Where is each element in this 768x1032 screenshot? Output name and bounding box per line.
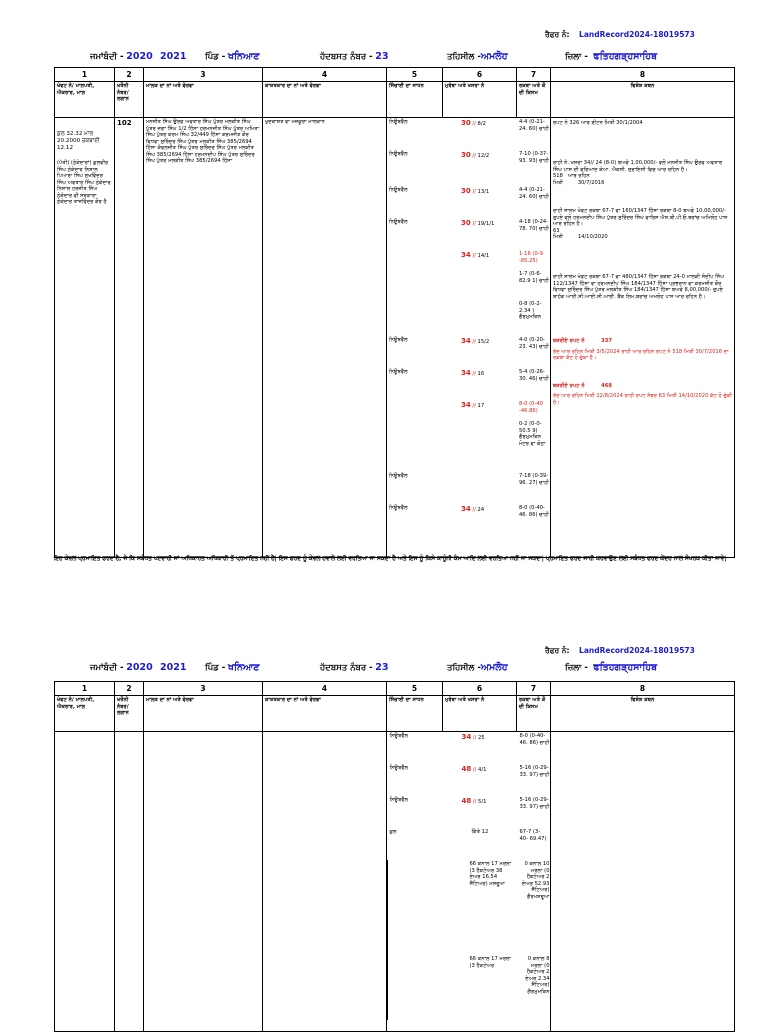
- khasra-cell: 34 // 14/1: [461, 251, 490, 260]
- hadbast-number: 23: [375, 51, 389, 62]
- page1-header: [90, 51, 153, 62]
- khasra-cell: 34 // 16: [461, 369, 485, 378]
- area-cell: 0-2 (0-0-50.5 9) ਗੈਰਮੁਮਕਿਨ ਮੋਟਰ ਵਾ ਕੋਠਾ: [519, 421, 546, 447]
- irrigation-cell: ਨਿਊਬਵੈੱਲ: [389, 369, 408, 376]
- khewat-info: ਕੁਲ 32.32 ਮਾਲ 20.2000 ਰਕਬਾਈ 12.12: [57, 131, 100, 152]
- district-label: ਜ਼ਿਲਾ -: [565, 52, 588, 62]
- disclaimer: ਇਹ ਕੇਵਲ ਪ੍ਰਮਾਣਿਤ ਫਰਦ ਹੈ, ਜੇ ਕਿ ਸਬੰਧਤ ਪਟਵਾਰੀ ਜਾਂ ਅਧਿਕਾਰਤ ਅਧਿਕਾਰੀ ਤੋਂ ਪ੍ਰਮਾਣਿਤ ਨਹੀਂ ਹੈ| ਇਸ ਫਰਦ ਨੂੰ ਕੇਵਲ ਹਵਾਲੇ ਲਈ ਵਰਤਿਆ ਜਾ ਸਕਦਾ ਹੈ ਅਤੇ ਇਸ ਨੂੰ ਕਿਸੇ ਕਾਨੂੰਨੀ ਕੰਮ ਆਦਿ ਲਈ ਵਰਤਿਆ ਨਹੀਂ ਜਾ ਸਕਦਾ| ਪ੍ਰਮਾਣਿਤ ਫਰਦ ਜਾਰੀ ਕਰਵਾਉਣ ਲਈ ਸਬੰਧਤ ਫਰਦ ਕੇਂਦਰ ਨਾਲ ਸੰਪਰਕ ਕੀਤਾ ਜਾਵੇ|: [54, 556, 727, 562]
- cancel-note-2: ਰੱਦ ਆਰ ਰਹਿਨ ਮਿਤੀ 22/8/2024 ਰਾਹੀ ਰਪਟ ਨੰਬਰ 63 ਮਿਤੀ 14/10/2020 ਕੱਟ ਹੋ ਚੁੱਕੀ ਹੈ।: [553, 393, 732, 406]
- table-row: [388, 764, 551, 796]
- khasra-cell: 34 // 17: [461, 401, 485, 410]
- table-row: [387, 504, 551, 538]
- table-row: [388, 828, 551, 860]
- irrigation-cell: ਨਿਊਬਵੈੱਲ: [389, 151, 408, 158]
- area-cell: 5-16 (0-29-33. 97) ਚਾਹੀ: [519, 797, 550, 810]
- khasra-cell: 30 // 13/1: [461, 187, 490, 196]
- irrigation-cell: ਨਿਊਬਵੈੱਲ: [389, 187, 408, 194]
- irrigation-cell: ਨਿਊਬਵੈੱਲ: [389, 765, 409, 772]
- khatoni-number: 102: [117, 119, 132, 128]
- area-cell: 4-0 (0-20-23. 43) ਚਾਹੀ: [519, 337, 549, 350]
- khasra-cell: 30 // 8/2: [461, 119, 486, 128]
- village-label: ਪਿੰਡ -: [205, 52, 226, 62]
- khasra-cell: 30 // 12/2: [461, 151, 490, 160]
- irrigation-cell: [387, 250, 443, 270]
- table-row: [387, 400, 551, 420]
- khasra-subtable-2: [387, 732, 551, 1020]
- irrigation-cell: [387, 300, 443, 336]
- table-row: [387, 250, 551, 270]
- remark-1: ਰਪਟ ਨੰ 326 ਆਰ ਰੀਟਨ ਮਿਤੀ 30/1/2004: [553, 120, 643, 127]
- irrigation-cell: [387, 270, 443, 300]
- owner-details: ਮਨਜੀਤ ਸਿੰਘ ਉਰਫ ਅਵਤਾਰ ਸਿੰਘ ਪੁੱਤਰ ਮਲਕੀਤ ਸਿੰਘ ਪੁੱਤਰ ਜਗਾ ਸਿੰਘ 1/2 ਹਿੱਸਾ ਹਰਮਨਜੀਤ ਸਿੰਘ ਪੁੱਤਰ ਅਮਿਤਾ ਸਿੰਘ ਪੁੱਤਰ ਕਰਮ ਸਿੰਘ 32/449 ਹਿੱਸਾ ਕਰਮਜੀਤ ਕੌਰ ਵਿਧਵਾ ਸੁਰਿੰਦਰ ਸਿੰਘ ਪੁੱਤਰ ਮਲਕੀਤ ਸਿੰਘ 385/2694 ਹਿੱਸਾ ਕੰਵਲਜੀਤ ਸਿੰਘ ਪੁੱਤਰ ਸੁਰਿੰਦਰ ਸਿੰਘ ਪੁੱਤਰ ਮਲਕੀਤ ਸਿੰਘ 385/2694 ਹਿੱਸਾ ਹਰਮਨਦੀਪ ਸਿੰਘ ਪੁੱਤਰ ਸੁਰਿੰਦਰ ਸਿੰਘ ਪੁੱਤਰ ਮਲਕੀਤ ਸਿੰਘ 385/2694 ਹਿੱਸਾ: [144, 118, 263, 558]
- column-numbers-row: 1 2 3 4 5 6 7 8: [55, 68, 735, 82]
- tehsil-name: ਅਮਲੋਹ: [480, 51, 508, 62]
- irrigation-cell: ਨਿਊਬਵੈੱਲ: [389, 219, 408, 226]
- khasra-cell: 48 // 4/1: [461, 765, 487, 774]
- khasra-cell: 48 // 5/1: [461, 797, 487, 806]
- irrigation-cell: ਨਿਊਬਵੈੱਲ: [389, 337, 408, 344]
- area-cell: 7-18 (0-39-96. 27) ਚਾਹੀ: [519, 473, 549, 486]
- summary-row: 66 ਕਨਾਲ 17 ਮਰਲਾ (3 ਹੈਕਟੇਅਰ 38 ਏਅਰ 16.54 ਸੈਂਟਿਅਰ) ਮਸ਼ਰੂਆ 0 ਕਨਾਲ 10 ਮਰਲਾ (0 ਹੈਕਟੇਅਰ 2 ਏਅਰ 52.93 ਸੈਂਟਿਅਰ) ਗੈਰਮਸ਼ਰੂਆ: [388, 860, 551, 955]
- area-cell: 4-4 (0-21-24. 60) ਚਾਹੀ: [519, 119, 549, 132]
- area-cell: 67-7 (3- 40- 69.47): [519, 829, 547, 842]
- district-name: ਫਤਿਹਗੜ੍ਹਸਾਹਿਬ: [593, 51, 658, 62]
- reference-number: ਰੈਫਰ ਨੰ: LandRecord2024-18019573: [545, 30, 695, 39]
- jamabandi-table-page2: 1 2 3 4 5 6 7 8 ਖੇਵਟ ਨੰ/ ਮਾਲਪਤੀ, ਐਕਰਾਰ, ਮਾਲ ਖਤੌਨੀ ਨੰਬਰ/ ਲਗਾਨ ਮਾਲਕ ਦਾ ਨਾਂ ਅਤੇ ਵੇਰਵਾ ਕਾਸ਼ਤਕਾਰ ਦਾ ਨਾਂ ਅਤੇ ਵੇਰਵਾ ਸਿੰਚਾਈ ਦਾ ਸਾਧਨ ਮੁਰੱਬਾ ਅਤੇ ਖਸਰਾ ਨੰ ਰਕਬਾ ਅਤੇ ਕੌ ਦੀ ਕਿਸਮ ਵਿਸ਼ੇਸ਼ ਕਥਨ ਨਿਊਬਵੈੱਲ 34 // 25 8-0 (0-40-46. 86) ਚਾਹੀ ਨਿਊਬਵੈੱਲ 48 // 4/1 5-16 (0-29-33. 97) ਚਾਹੀ ਨਿਊਬਵੈੱਲ 48 // 5/1 5-16 (0-29-33. 97) ਚਾਹੀ ਕੁਲ ਕਿੱਤੇ 12 67-7 (3- 40- 69.47) 66 ਕਨਾਲ 17 ਮਰਲਾ (3 ਹੈਕਟੇਅਰ 38 ਏਅਰ 16.54 ਸੈਂਟਿਅਰ) ਮਸ਼ਰੂਆ 0 ਕਨਾਲ 10 ਮਰਲਾ (0 ਹੈਕਟੇਅਰ 2 ਏਅਰ 52.93 ਸੈਂਟਿਅਰ) ਗੈਰਮਸ਼ਰੂਆ 66 ਕਨਾਲ 17 ਮਰਲਾ (3 ਹੈਕਟੇਅਰ 0 ਕਨਾਲ 8 ਮਰਲਾ (0 ਹੈਕਟੇਅਰ 2 ਏਅਰ 2.34 ਸੈਂਟਿਅਰ) ਗੈਰਮੁਮਕਿਨ: [54, 681, 735, 1032]
- remark-2: ਰਾਹੀ ਨੰ. ਖਸਰਾ 34// 24 (8-0) ਬਅਵੇ 1,00,000/- ਵਲੋਂ ਮਨਜੀਤ ਸਿੰਘ ਉਰਫ ਅਵਤਾਰ ਸਿੰਘ ਪਾਸ ਦੀ ਫਰਿਆਦ ਕੇਆ. ਐਕਸੀ. ਸੁਰਾਇਸੀ ਵਿਚ ਆਰ ਰਹਿਨ ਹੈ। 518 ਆਰ ਰਹਿਨ ਮਿਤੀ 30/7/2016: [553, 160, 723, 186]
- khasra-cell: 30 // 19/1/1: [461, 219, 495, 228]
- khasra-subtable: [387, 118, 551, 538]
- remark-4: ਰਾਹੀ ਸਾਲਮ ਖੇਵਟ ਰਕਬਾ 67-7 ਵਾ 480/1347 ਹਿੱਸਾ ਰਕਬਾ 24-0 ਮਾਲਕੀ ਸੰਦੀਪ ਸਿੰਘ 112/1347 ਹਿੱਸਾ ਵਾ ਹਰਮਨਦੀਪ ਸਿੰਘ 184/1347 ਹਿੱਸਾ ਪ੍ਰਭਰਾਨ ਵਾ ਕਰਮਜੀਤ ਕੌਰ ਵਿਧਵਾ ਸੁਰਿੰਦਰ ਸਿੰਘ ਪੁੱਤਰ ਮਲਕੀਤ ਸਿੰਘ 184/1347 ਹਿੱਸਾ ਬਅਵੇ 8,00,000/- ਰੁਪਏ ਬਾਹੱਕ ਆਈ.ਸੀ.ਆਈ.ਸੀ.ਆਈ. ਬੈਂਕ ਲਿਮ,ਬਰਾਂਚ ਅਮਲੋਹ ਪਾਸ ਆਰ ਰਹਿਨ ਹੈ।: [553, 274, 725, 300]
- irrigation-cell: ਨਿਊਬਵੈੱਲ: [389, 473, 408, 480]
- irrigation-cell: ਨਿਊਬਵੈੱਲ: [389, 797, 409, 804]
- irrigation-cell: ਨਿਊਬਵੈੱਲ: [389, 505, 408, 512]
- area-cell: 5-16 (0-29-33. 97) ਚਾਹੀ: [519, 765, 550, 778]
- table-row: [387, 118, 551, 150]
- khasra-cell: 34 // 24: [461, 505, 485, 514]
- cultivator-details: ਖੁਦਕਾਸ਼ਤ ਵਾ ਮਜ਼ਕੂਰਾ ਮਾਲਕਾਨ: [263, 118, 387, 558]
- irrigation-cell: [387, 420, 443, 472]
- table-row: [387, 150, 551, 186]
- khasra-cell: [443, 300, 517, 336]
- area-cell: 0-8 (0-2-2.34 ) ਗੈਰਮੁਮਕਿਨ: [519, 301, 542, 321]
- year-from: 2020: [126, 51, 153, 62]
- khasra-cell: ਕਿੱਤੇ 12: [471, 829, 489, 836]
- table-row: [388, 732, 551, 764]
- jamabandi-table-page1: [54, 67, 735, 558]
- area-cell: 4-18 (0-24-78. 70) ਚਾਹੀ: [519, 219, 549, 232]
- area-cell: 8-0 (0-40-46. 86) ਚਾਹੀ: [519, 505, 549, 518]
- bade-rapat-1: ਬਜ਼ਰੀਏ ਰਪਟ ਨੰ 337: [553, 338, 612, 345]
- remark-3: ਰਾਹੀ ਸਾਲਮ ਖੇਵਟ ਰਕਬਾ 67-7 ਵਾ 160/1347 ਹਿੱਸਾ ਰਕਬਾ 8-0 ਬਅਵੇ 10,00,000/- ਰੁਪਏ ਵਲੋ ਹਰਮਨਦੀਪ ਸਿੰਘ ਪੁੱਤਰ ਸੁਰਿੰਦਰ ਸਿੰਘ ਵਾਰਿਸ ਐਸ.ਬੀ.ਪੀ.ਓ.ਬਰਾਂਚ ਅਮਿਲੋਹ ਪਾਸ ਆਰ ਰਹਿਨ ਹੈ। 63 ਮਿਤੀ 14/10/2020: [553, 208, 728, 241]
- area-cell: 8-0 (0-40-46. 86) ਚਾਹੀ: [519, 733, 550, 746]
- table-row: [387, 218, 551, 250]
- table-row: [387, 300, 551, 336]
- irrigation-cell: [387, 400, 443, 420]
- table-row: [387, 270, 551, 300]
- area-cell: 1-16 (0-9 -85.25): [519, 251, 543, 264]
- khasra-cell: [443, 472, 517, 504]
- khasra-cell: 34 // 25: [461, 733, 485, 742]
- khasra-cell: [443, 270, 517, 300]
- hadbast-label: ਹੱਦਬਸਤ ਨੰਬਰ -: [320, 52, 373, 62]
- table-row: [388, 796, 551, 828]
- jamabandi-label: ਜਮਾਂਬੰਦੀ -: [90, 52, 124, 62]
- cancel-note-1: ਰੱਦ ਆਰ ਰਹਿਨ ਮਿਤੀ 3/5/2024 ਰਾਹੀ ਆਰ ਰਹਿਨ ਰਪਟ ਨੰ 518 ਮਿਤੀ 30/7/2016 ਦਾ ਰਕਬਾ ਕੱਟ ਹੋ ਚੁੱਕਾ ਹੈ।: [553, 348, 729, 362]
- area-cell: 5-4 (0-26-30. 46) ਚਾਹੀ: [519, 369, 549, 382]
- khasra-cell: 34 // 15/2: [461, 337, 490, 346]
- area-cell: 8-0 (0-40 -46.86): [519, 401, 543, 414]
- table-row: [387, 420, 551, 472]
- reference-number-2: ਰੈਫਰ ਨੰ: LandRecord2024-18019573: [545, 646, 695, 655]
- table-row: [387, 368, 551, 400]
- khewat-note: (ਪੱਤੀ) (ਠੇਕੇਦਾਰਾਂ) ਕੁਲਵੀਰ ਸਿੰਘ ਠੇਕੇਦਾਰ ਨਿਸ਼ਾਲ ਪਿਆਰਾ ਸਿੰਘ ਸੁਖਵਿੰਦਰ ਸਿੰਘ ਅਵਤਾਰ ਸਿੰਘ ਠੇਕੇਦਾਰ ਨਿਸ਼ਾਲ ਹਰਜੀਤ ਸਿੰਘ ਠੇਕੇਦਾਰ ਵੀ ਸਰਕਾਰਾ ਠੇਕੇਦਾਰ ਤਾਜਵਿੰਦਰ ਕੌਰ ਹੈ: [57, 160, 111, 206]
- area-cell: 4-4 (0-21-24. 60) ਚਾਹੀ: [519, 187, 549, 200]
- table-row: [387, 186, 551, 218]
- table-row: [387, 472, 551, 504]
- year-to: 2021: [160, 51, 187, 62]
- bade-rapat-2: ਬਜ਼ਰੀਏ ਰਪਟ ਨੰ 468: [553, 382, 612, 389]
- tehsil-label: ਤਹਿਸੀਲ -: [447, 52, 481, 62]
- irrigation-cell: ਨਿਊਬਵੈੱਲ: [389, 119, 408, 126]
- village-name: ਖਨਿਆਣ: [227, 51, 260, 62]
- table-row: [387, 336, 551, 368]
- irrigation-cell: ਨਿਊਬਵੈੱਲ: [389, 733, 409, 740]
- irrigation-cell: ਕੁਲ: [389, 829, 397, 836]
- area-cell: 1-7 (0-6-82.9 1) ਚਾਹੀ: [519, 271, 549, 284]
- table-row: [55, 118, 735, 558]
- khasra-cell: [443, 420, 517, 472]
- area-cell: 7-10 (0-37-93. 93) ਚਾਹੀ: [519, 151, 549, 164]
- summary-row: 66 ਕਨਾਲ 17 ਮਰਲਾ (3 ਹੈਕਟੇਅਰ 0 ਕਨਾਲ 8 ਮਰਲਾ (0 ਹੈਕਟੇਅਰ 2 ਏਅਰ 2.34 ਸੈਂਟਿਅਰ) ਗੈਰਮੁਮਕਿਨ: [388, 955, 551, 1020]
- column-heads-row: ਖੇਵਟ ਨੰ/ ਮਾਲਪਤੀ, ਐਕਰਾਰ, ਮਾਲ ਖਤੌਨੀ ਨੰਬਰ/ ਲਗਾਨ ਮਾਲਕ ਦਾ ਨਾਂ ਅਤੇ ਵੇਰਵਾ ਕਾਸ਼ਤਕਾਰ ਦਾ ਨਾਂ ਅਤੇ ਵੇਰਵਾ ਸਿੰਚਾਈ ਦਾ ਸਾਧਨ ਮੁਰੱਬਾ ਅਤੇ ਖਸਰਾ ਨੰ ਰਕਬਾ ਅਤੇ ਕੌ ਦੀ ਕਿਸਮ ਵਿਸ਼ੇਸ਼ ਕਥਨ: [55, 82, 735, 118]
